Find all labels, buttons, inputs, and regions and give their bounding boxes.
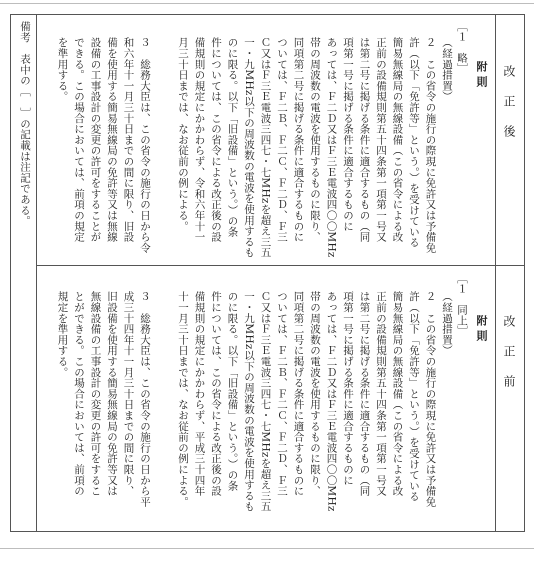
before-p3-line: 成三十四年十一月三十日までの間に限り、 xyxy=(122,291,135,497)
after-p2-line: ２ この省令の施行の際現に免許又は予備免 xyxy=(424,37,437,253)
after-p3-line: できる。この場合においては、前項の規定 xyxy=(73,37,85,243)
after-paragraph-3 xyxy=(41,37,153,263)
after-p2-line: あっては、Ｆ二Ｄ又はＦ三Ｅ電波四〇〇MHz xyxy=(325,37,338,258)
after-p2-line: ついては、Ｆ二Ｂ、Ｆ二Ｃ、Ｆ二Ｄ、Ｆ三 xyxy=(276,37,288,243)
before-p2-line: Ｃ又はＦ三Ｅ電波三四七・七MHzを超え三五 xyxy=(259,291,272,512)
before-p3-line: ３ 総務大臣は、この省令の施行の日から平 xyxy=(139,291,151,507)
row-divider xyxy=(36,265,524,266)
remarks-line: 備考 表中の［ ］の記載は注記である。 xyxy=(19,21,31,227)
after-p3-line: 設備の工事設計の変更の許可をすることが xyxy=(89,37,102,243)
before-p3-line: 無線設備の工事設計の変更の許可をするこ xyxy=(89,291,102,497)
before-p3-line: とができる。この場合においては、前項の xyxy=(73,291,85,497)
before-p2-line: 件については、この省令による改正後の設 xyxy=(210,291,222,497)
after-p2-line: 同項第二号に掲げる条件に適合するものに xyxy=(292,37,305,243)
after-p2-line: 一・九MHz以下の周波数の電波を使用するも xyxy=(243,37,255,258)
after-p2-line: 帯の周波数の電波を使用するものに限り、 xyxy=(309,37,321,243)
remarks xyxy=(15,21,33,521)
after-p3-line: ３ 総務大臣は、この省令の施行の日から令 xyxy=(139,37,151,253)
after-bracket-title: ［１ 略］ xyxy=(456,21,468,74)
before-p2-line: （経過措置） xyxy=(441,291,453,356)
top-rule xyxy=(0,3,534,4)
header-after: 改正後 xyxy=(502,65,516,155)
after-p2-line: 件については、この省令による改正後の設 xyxy=(210,37,222,243)
before-p2-line: 十一月三十日までは、なお従前の例による。 xyxy=(177,291,189,507)
after-p2-line: のに限る。以下「旧設備」という。）の条 xyxy=(226,37,239,237)
before-p2-line: 一・九MHz以下の周波数の電波を使用するも xyxy=(243,291,255,512)
after-p3-line: 和六年十一月三十日までの間に限り、旧設 xyxy=(122,37,135,243)
after-paragraph-2 xyxy=(159,37,455,263)
after-p2-line: 月三十日までは、なお従前の例による。 xyxy=(177,37,189,232)
fusoku-label-after: 附則 xyxy=(475,61,488,91)
header-column-divider xyxy=(495,15,496,531)
before-p3-line: 旧設備を使用する簡易無線局の免許等又は xyxy=(106,291,118,497)
before-p2-line: は第二号に掲げる条件に適合するもの（同 xyxy=(358,291,371,497)
after-p2-line: は第二号に掲げる条件に適合するもの（同 xyxy=(358,37,371,243)
before-p2-line: のに限る。以下「旧設備」という。）の条 xyxy=(226,291,239,491)
header-before: 改正前 xyxy=(502,315,516,405)
before-p2-line: 簡易無線局の無線設備（この省令による改 xyxy=(391,291,404,497)
after-p2-line: 簡易無線局の無線設備（この省令による改 xyxy=(391,37,404,243)
after-p3-line: を準用する。 xyxy=(56,37,69,102)
before-p2-line: 帯の周波数の電波を使用するものに限り、 xyxy=(309,291,321,497)
before-p2-line: あっては、Ｆ二Ｄ又はＦ三Ｅ電波四〇〇MHz xyxy=(325,291,338,512)
before-p2-line: 項第一号に掲げる条件に適合するものに xyxy=(342,291,354,486)
before-paragraph-2 xyxy=(159,291,455,527)
before-paragraph-3 xyxy=(41,291,153,527)
comparison-table xyxy=(10,14,525,532)
after-p2-line: 備規則の規定にかかわらず、令和六年十一 xyxy=(193,37,206,243)
before-p3-line: 規定を準用する。 xyxy=(56,291,69,378)
after-p3-line: 備を使用する簡易無線局の免許等又は無線 xyxy=(106,37,118,243)
after-p2-line: 許（以下「免許等」という。）を受けている xyxy=(408,37,420,248)
before-bracket-title: ［１ 同上］ xyxy=(456,273,468,336)
before-p2-line: 備規則の規定にかかわらず、平成三十四年 xyxy=(193,291,206,497)
before-p2-line: ついては、Ｆ二Ｂ、Ｆ二Ｃ、Ｆ二Ｄ、Ｆ三 xyxy=(276,291,288,497)
before-p2-line: 正前の設備規則第五十四条第一項第一号又 xyxy=(375,291,387,497)
after-p2-line: Ｃ又はＦ三Ｅ電波三四七・七MHzを超え三五 xyxy=(259,37,272,258)
after-p2-line: 項第一号に掲げる条件に適合するものに xyxy=(342,37,354,232)
after-p2-line: 正前の設備規則第五十四条第一項第一号又 xyxy=(375,37,387,243)
bottom-rule xyxy=(0,548,534,549)
before-p2-line: ２ この省令の施行の際現に免許又は予備免 xyxy=(424,291,437,507)
before-p2-line: 許（以下「免許等」という。）を受けている xyxy=(408,291,420,502)
after-p2-line: （経過措置） xyxy=(441,37,453,102)
remarks-column-divider xyxy=(36,15,37,531)
before-p2-line: 同項第二号に掲げる条件に適合するものに xyxy=(292,291,305,497)
fusoku-label-before: 附則 xyxy=(475,315,488,345)
